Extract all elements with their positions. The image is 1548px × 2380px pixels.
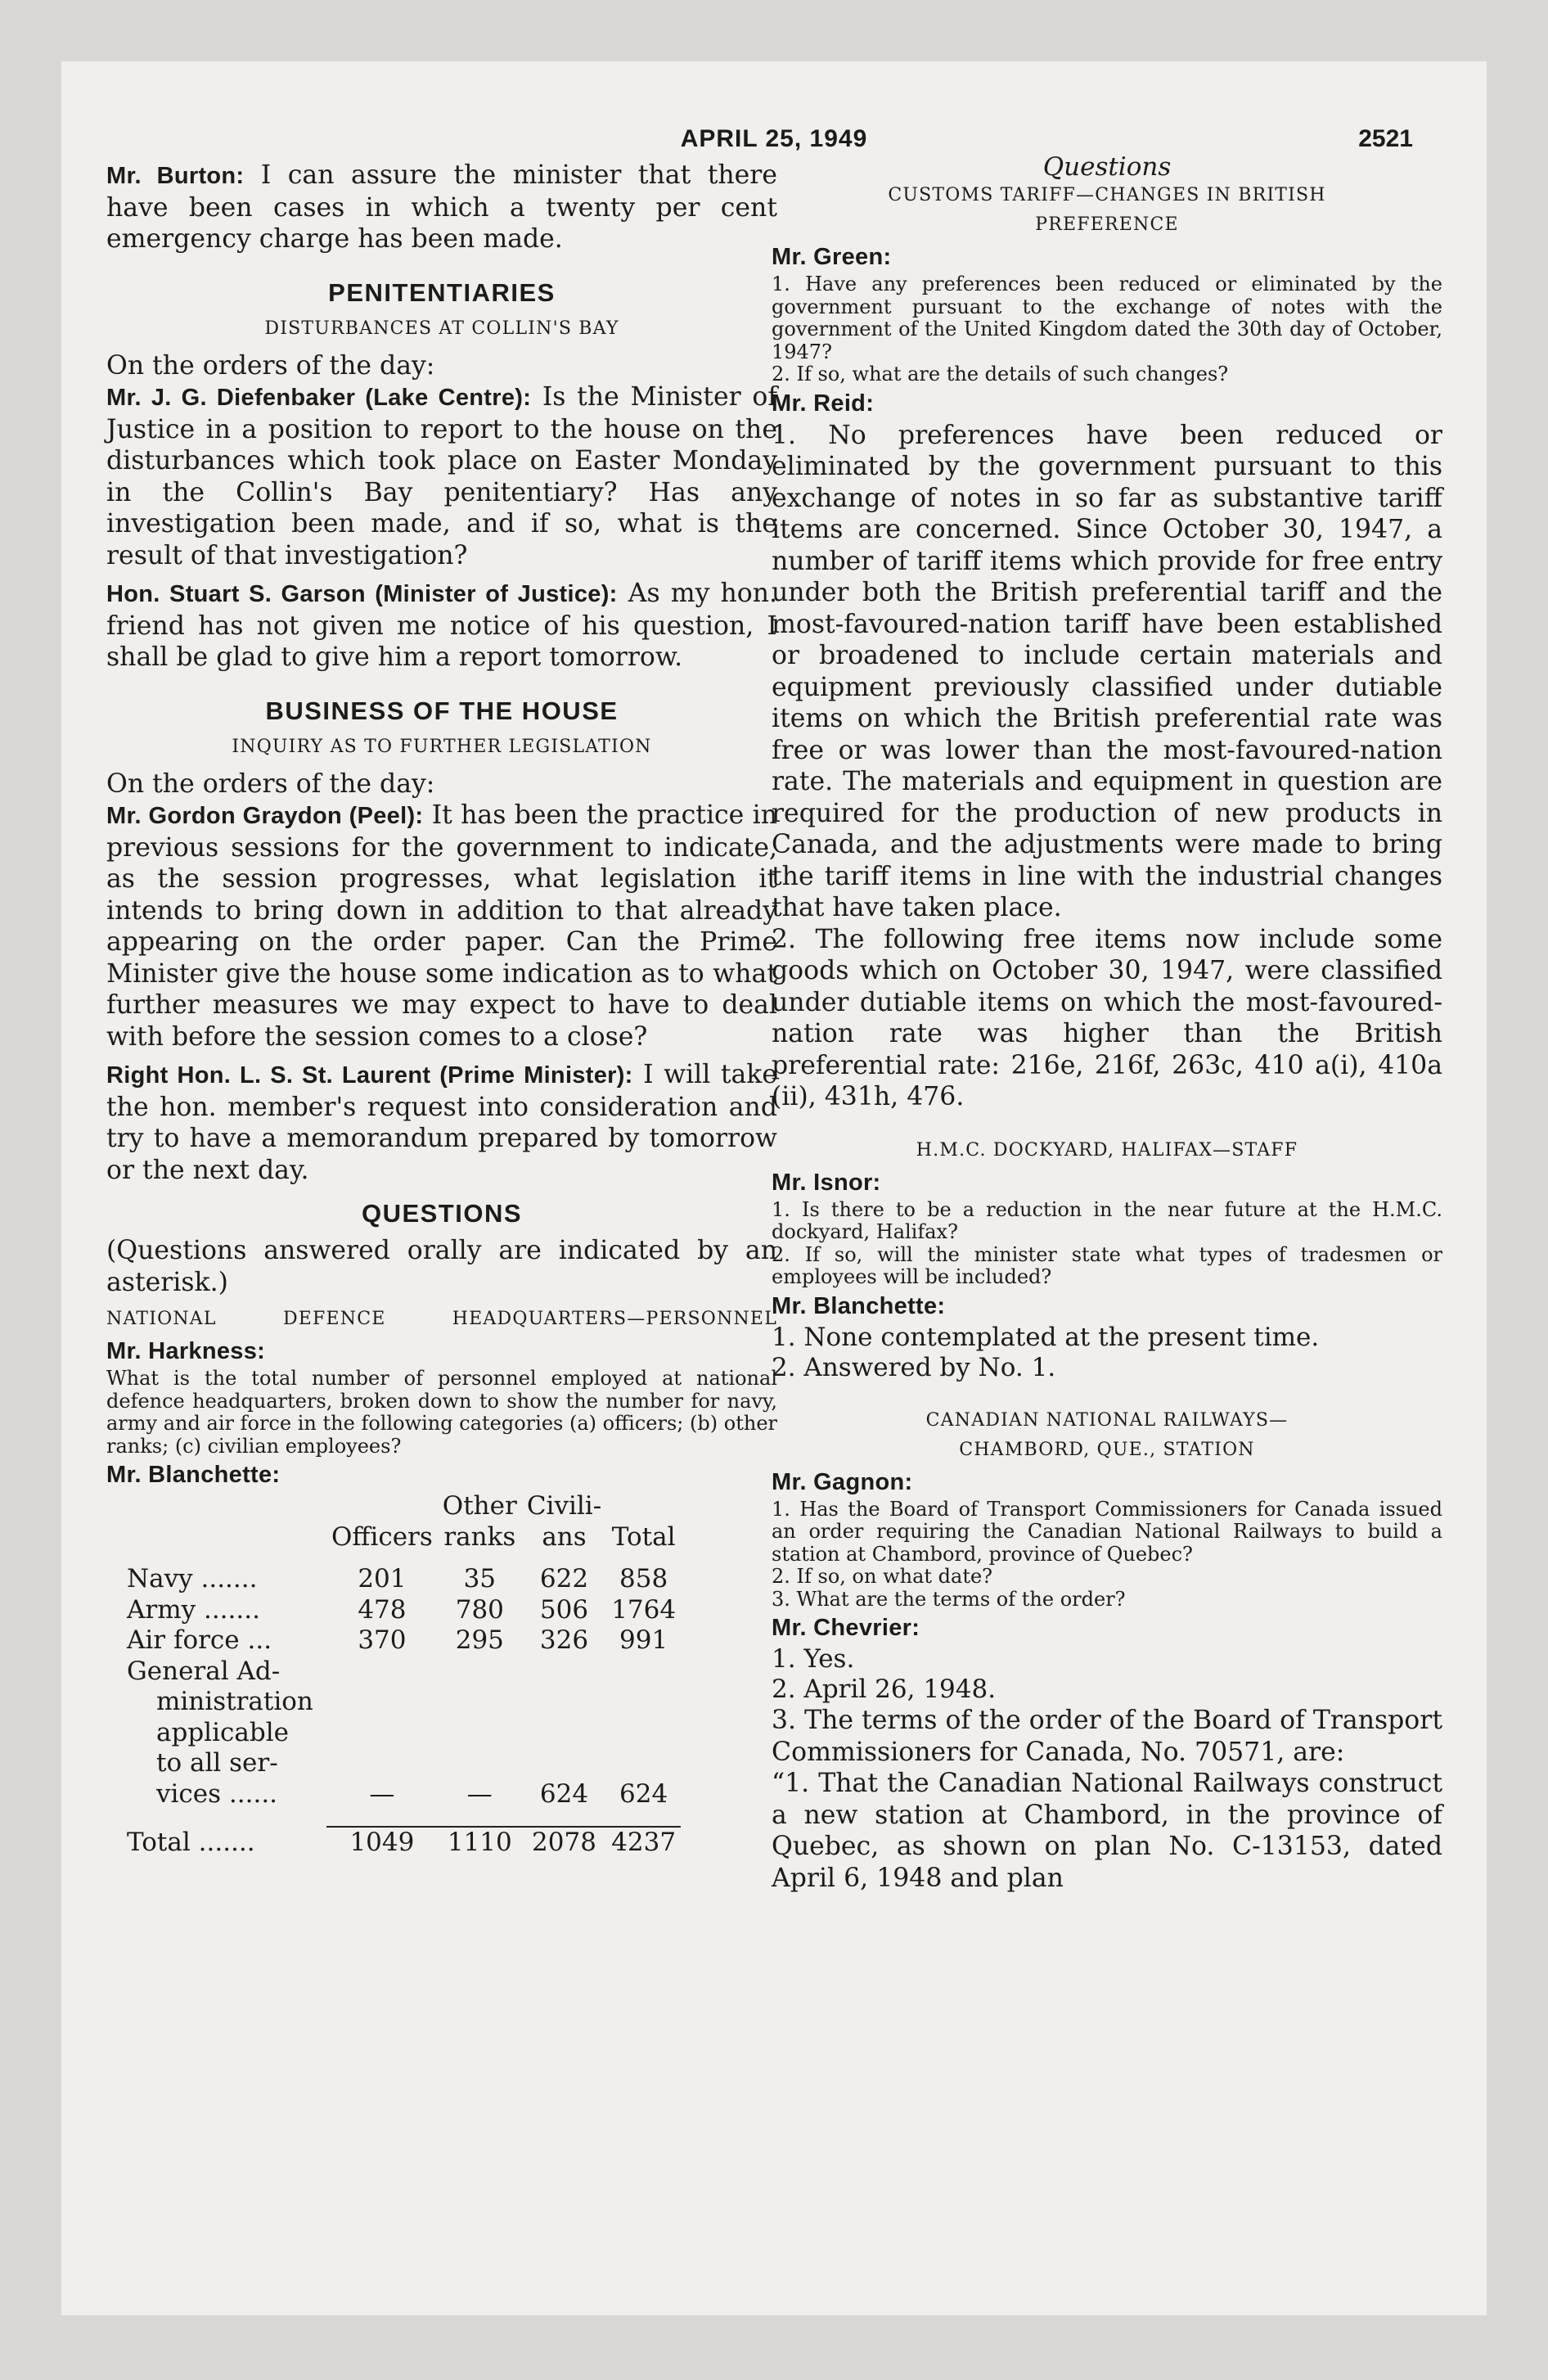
speaker-name: Mr. Reid: <box>772 390 875 417</box>
chevrier-answer-2: 2. April 26, 1948. <box>772 1675 997 1704</box>
speaker-name: Hon. Stuart S. Garson (Minister of Justice): <box>106 581 618 607</box>
isnor-question-2: 2. If so, will the minister state what types of tradesmen or employees will be included? <box>772 1242 1442 1288</box>
blanchette-speaker-line <box>106 1458 777 1491</box>
subheading-cnr-chambord: CANADIAN NATIONAL RAILWAYS— CHAMBORD, QUE., STATION <box>925 1409 1289 1460</box>
speaker-name: Mr. Blanchette: <box>106 1462 281 1488</box>
chevrier-answer-1: 1. Yes. <box>772 1644 855 1674</box>
right-column <box>772 153 1442 1894</box>
column-header-civilians: Civili- ans <box>526 1491 602 1552</box>
blanchette-answer-2: 2. Answered by No. 1. <box>772 1352 1056 1382</box>
speaker-name: Right Hon. L. S. St. Laurent (Prime Minister): <box>106 1062 633 1089</box>
reid-speaker-line <box>772 386 1442 420</box>
left-column <box>106 160 777 1859</box>
column-header-officers: Officers <box>331 1521 433 1552</box>
speaker-name: Mr. Chevrier: <box>772 1615 920 1641</box>
reid-answer-2: 2. The following free items now include some goods which on October 30, 1947, were classified under dutiable items on which the most-favoured-nation rate was higher than the British preferential rate: 216e, 216f, 263c, 410 a(i), 410a (ii), 431h, 476. <box>772 924 1442 1111</box>
isnor-speaker-line <box>772 1165 1442 1199</box>
harkness-speaker-line <box>106 1334 777 1368</box>
speaker-name: Mr. J. G. Diefenbaker (Lake Centre): <box>106 385 532 411</box>
page-date: APRIL 25, 1949 <box>680 125 868 152</box>
reid-answer-1: 1. No preferences have been reduced or eliminated by the government pursuant to this exchange of notes in so far as substantive tariff items are concerned. Since October 30, 1947, a number of tariff items which provide for free entry under both the British preferential tariff and the most-favoured-nation tariff have been established or broadened to include certain materials and equipment previously classified under dutiable items on which the British preferential rate was free or was lower than the most-favoured-nation rate. The materials and equipment in question are required for the production of new products in Canada, and the adjustments were made to bring the tariff items in line with the industrial changes that have taken place. <box>772 420 1442 922</box>
table-row: Army ....... 478 780 506 1764 <box>127 1594 677 1625</box>
gagnon-question-1: 1. Has the Board of Transport Commissioners for Canada issued an order requiring the Canadian National Railways to build a station at Chambord, province of Quebec? <box>772 1497 1442 1566</box>
order-quote: “1. That the Canadian National Railways construct a new station at Chambord, in the province of Quebec, as shown on plan No. C-13153, dated April 6, 1948 and plan <box>772 1769 1442 1893</box>
table-row-total: Total ....... 1049 1110 2078 4237 <box>127 1827 681 1859</box>
st-laurent-paragraph: Right Hon. L. S. St. Laurent (Prime Minister): I will take the hon. member's request into consideration and try to have a memorandum prepared by tomorrow or the next day. <box>106 1060 777 1185</box>
orders-of-the-day: On the orders of the day: <box>106 769 435 799</box>
green-speaker-line <box>772 240 1442 273</box>
blanchette-answer-1: 1. None contemplated at the present time. <box>772 1322 1320 1352</box>
harkness-question: What is the total number of personnel employed at national defence headquarters, broken down to show the number for navy, army and air force in the following categories (a) officers; (b) other ranks; (c) civilian employees? <box>106 1367 777 1458</box>
speaker-name: Mr. Harkness: <box>106 1338 266 1364</box>
speaker-name: Mr. Isnor: <box>772 1169 881 1196</box>
speaker-name: Mr. Gagnon: <box>772 1468 913 1495</box>
table-header-row <box>127 1491 681 1553</box>
blanchette-speaker-line <box>772 1289 1442 1323</box>
graydon-paragraph: Mr. Gordon Graydon (Peel): It has been the practice in previous sessions for the government to indicate, as the session progresses, what legislation it intends to bring down in addition to that already appearing on the order paper. Can the Prime Minister give the house some indication as to what further measures we may expect to have to deal with before the session comes to a close? <box>106 800 777 1052</box>
subheading-collins-bay: DISTURBANCES AT COLLIN'S BAY <box>264 318 619 339</box>
speaker-name: Mr. Burton: <box>106 163 245 189</box>
burton-paragraph: Mr. Burton: I can assure the minister that there have been cases in which a twenty per cent emergency charge has been made. <box>106 160 777 254</box>
garson-paragraph: Hon. Stuart S. Garson (Minister of Justice): As my hon. friend has not given me notice of his question, I shall be glad to give him a report tomorrow. <box>106 579 778 672</box>
speaker-name: Mr. Gordon Graydon (Peel): <box>106 803 424 829</box>
subheading-customs-tariff: CUSTOMS TARIFF—CHANGES IN BRITISH PREFERENCE <box>888 185 1326 235</box>
column-header-other-ranks: Other ranks <box>442 1491 517 1552</box>
questions-note: (Questions answered orally are indicated by an asterisk.) <box>106 1236 777 1297</box>
table-row-general-administration: General Ad- ministration applicable to all ser- vices ...... — — 624 624 <box>127 1656 668 1809</box>
hansard-page <box>61 61 1487 2315</box>
subheading-further-legislation: INQUIRY AS TO FURTHER LEGISLATION <box>232 736 652 757</box>
orders-of-the-day: On the orders of the day: <box>106 350 435 381</box>
section-heading-questions: QUESTIONS <box>361 1199 523 1228</box>
subheading-dockyard: H.M.C. DOCKYARD, HALIFAX—STAFF <box>916 1139 1298 1161</box>
section-heading-penitentiaries: PENITENTIARIES <box>328 277 556 307</box>
personnel-table <box>127 1491 681 1859</box>
gagnon-question-3: 3. What are the terms of the order? <box>772 1587 1126 1611</box>
speaker-name: Mr. Blanchette: <box>772 1292 946 1319</box>
green-question-1: 1. Have any preferences been reduced or eliminated by the government pursuant to the exchange of notes with the government of the United Kingdom dated the 30th day of October, 1947? <box>772 273 1442 363</box>
column-header-total: Total <box>611 1521 676 1552</box>
gagnon-speaker-line <box>772 1465 1442 1499</box>
chevrier-speaker-line <box>772 1611 1442 1644</box>
table-row: Navy ....... 201 35 622 858 <box>127 1564 668 1593</box>
section-heading-business: BUSINESS OF THE HOUSE <box>265 696 619 725</box>
table-row: Air force ... 370 295 326 991 <box>127 1625 668 1655</box>
running-head: Questions <box>1042 152 1172 182</box>
chevrier-answer-3: 3. The terms of the order of the Board of Transport Commissioners for Canada, No. 70571, are: <box>772 1706 1442 1767</box>
isnor-question-1: 1. Is there to be a reduction in the near future at the H.M.C. dockyard, Halifax? <box>772 1197 1442 1243</box>
speaker-name: Mr. Green: <box>772 244 892 270</box>
green-question-2: 2. If so, what are the details of such changes? <box>772 363 1229 385</box>
diefenbaker-paragraph: Mr. J. G. Diefenbaker (Lake Centre): Is the Minister of Justice in a position to report to the house on the disturbances which took place on Easter Monday in the Collin's Bay penitentiary? Has any investigation been made, and if so, what is the result of that investigation? <box>106 382 777 570</box>
page-number: 2521 <box>1358 125 1413 152</box>
subheading-ndhq-personnel: NATIONAL DEFENCE HEADQUARTERS—PERSONNEL <box>106 1309 777 1329</box>
gagnon-question-2: 2. If so, on what date? <box>772 1565 993 1588</box>
